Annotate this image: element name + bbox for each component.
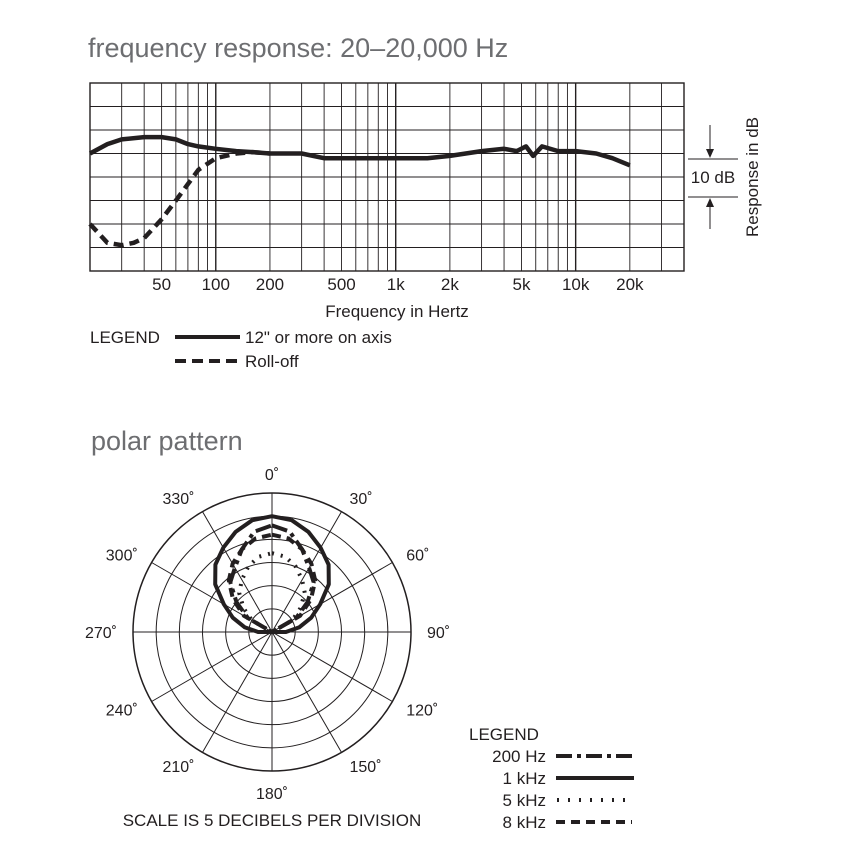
polar-angle-label-60: 60˚ [406, 547, 430, 565]
freq-tick-label-200: 200 [255, 275, 285, 294]
freq-y-axis-title: Response in dB [743, 116, 762, 238]
freq-tick-label-5k: 5k [512, 275, 531, 294]
polar-angle-label-270: 270˚ [84, 625, 117, 642]
polar-angle-label-90: 90˚ [427, 625, 451, 642]
frequency-response-chart [88, 33, 762, 371]
frequency-response-title: frequency response: 20–20,000 Hz [88, 33, 509, 63]
polar-angle-label-150: 150˚ [349, 759, 382, 777]
freq-legend-dashed-label: Roll-off [245, 352, 299, 371]
polar-legend-label-200hz: 200 Hz [492, 747, 546, 766]
freq-series-rolloff [90, 152, 270, 245]
polar-pattern-chart [85, 426, 634, 832]
polar-legend-label-5khz: 5 kHz [502, 791, 546, 810]
polar-legend-label-8khz: 8 kHz [502, 813, 546, 832]
polar-legend-label-1khz: 1 kHz [502, 769, 546, 788]
freq-tick-label-10k: 10k [561, 275, 590, 294]
freq-tick-label-100: 100 [201, 275, 230, 294]
freq-x-axis-title: Frequency in Hertz [325, 302, 469, 321]
db-scale-marker [688, 125, 738, 229]
freq-legend-title: LEGEND [90, 328, 160, 347]
freq-tick-label-20k: 20k [616, 275, 644, 294]
polar-angle-label-120: 120˚ [406, 702, 439, 720]
polar-legend [469, 725, 634, 832]
polar-angle-label-210: 210˚ [162, 759, 195, 777]
db-scale-label: 10 dB [690, 168, 736, 187]
freq-tick-label-500: 500 [327, 275, 356, 294]
polar-angle-label-0: 0˚ [264, 467, 280, 484]
freq-tick-labels [152, 275, 644, 294]
polar-scale-note: SCALE IS 5 DECIBELS PER DIVISION [122, 811, 422, 830]
polar-angle-label-240: 240˚ [105, 702, 138, 720]
db-scale-arrowhead-down [706, 149, 714, 158]
polar-angle-label-330: 330˚ [162, 490, 195, 508]
polar-angle-label-30: 30˚ [349, 490, 373, 508]
db-scale-arrowhead-up [706, 198, 714, 207]
polar-pattern-title: polar pattern [91, 426, 243, 456]
freq-grid [90, 83, 684, 271]
freq-tick-label-50: 50 [152, 275, 172, 294]
freq-tick-label-2k: 2k [440, 275, 459, 294]
freq-tick-label-1k: 1k [386, 275, 405, 294]
freq-series-on-axis [90, 137, 630, 165]
freq-legend [90, 328, 392, 371]
polar-legend-title: LEGEND [469, 725, 539, 744]
polar-angle-label-300: 300˚ [105, 547, 138, 565]
polar-angle-label-180: 180˚ [255, 786, 289, 803]
freq-legend-solid-label: 12" or more on axis [245, 328, 392, 347]
